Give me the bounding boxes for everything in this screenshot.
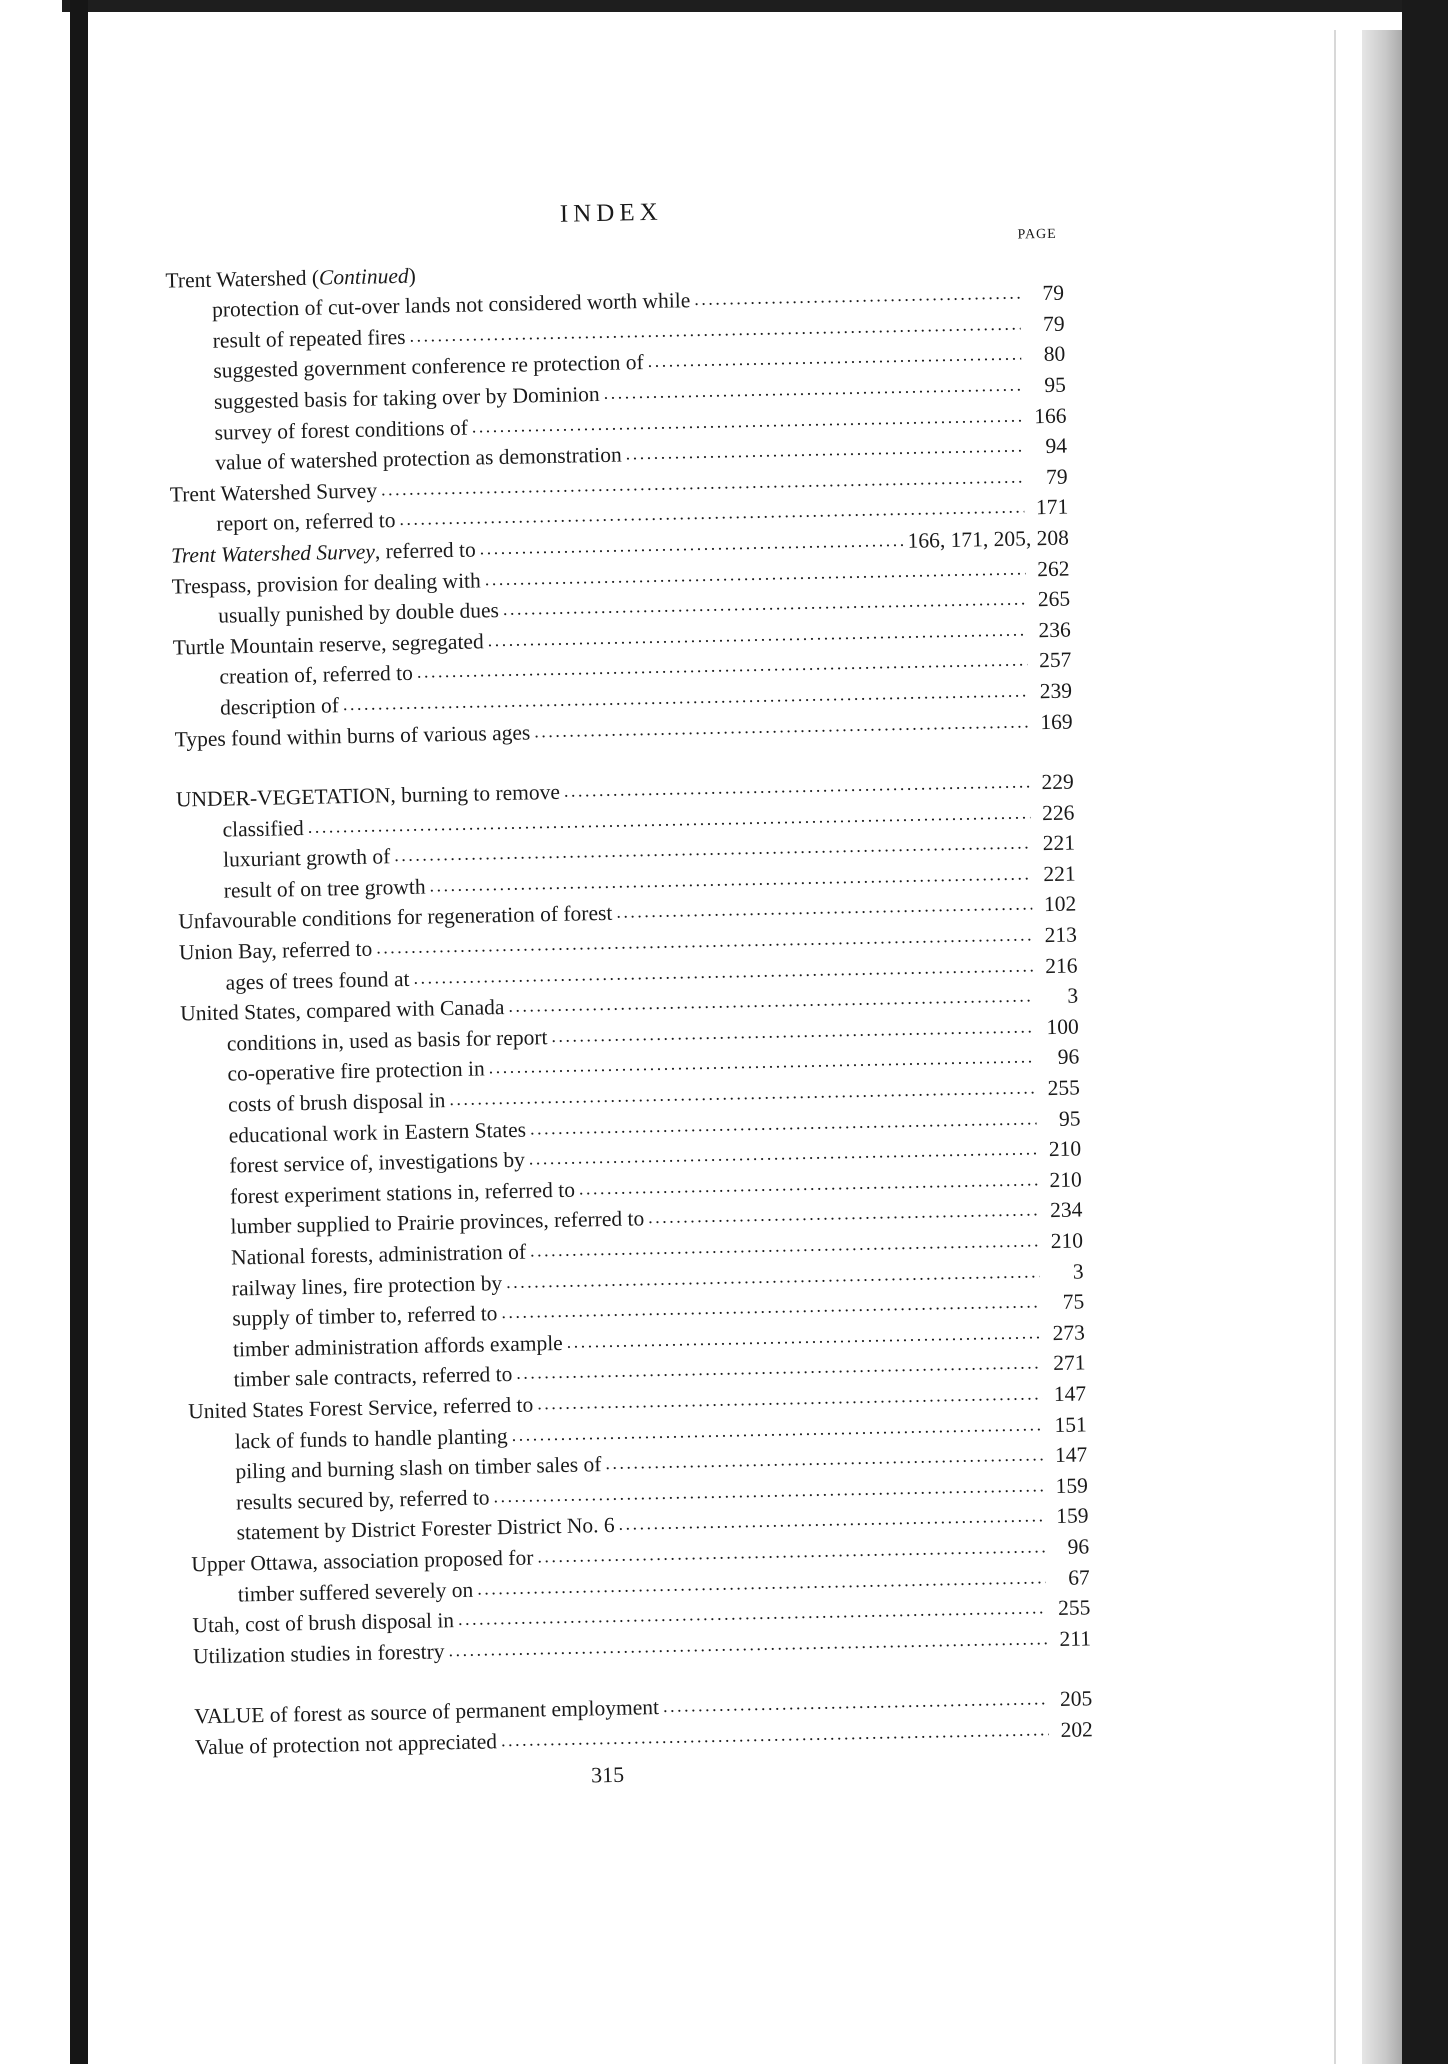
entry-page-ref: 79	[1045, 464, 1068, 489]
entry-page-ref: 67	[1067, 1564, 1090, 1590]
entry-main-text: lumber supplied to Prairie provinces, referred to	[230, 1206, 645, 1239]
entry-page-ref: 79	[1042, 311, 1065, 336]
entry-page-ref: 257	[1038, 647, 1072, 673]
entry-page-ref: 75	[1062, 1289, 1085, 1315]
entry-page-ref: 166, 171, 205, 208	[907, 525, 1070, 553]
entry-main-text: value of watershed protection as demonstration	[214, 442, 622, 475]
entry-page-ref: 202	[1060, 1717, 1094, 1742]
left-margin	[0, 0, 62, 2064]
entry-text	[214, 415, 468, 445]
entry-page-ref: 265	[1037, 586, 1071, 612]
entry-main-text: result of repeated fires	[212, 324, 406, 353]
entry-text	[238, 1577, 474, 1607]
entry-page-ref: 147	[1053, 1381, 1087, 1407]
leader-dots	[647, 345, 1021, 370]
page-title: INDEX	[559, 198, 663, 228]
entry-page-ref: 3	[1067, 983, 1079, 1008]
entry-page-ref: 151	[1054, 1411, 1087, 1437]
entry-main-text: luxuriant growth of	[222, 844, 391, 872]
leader-dots	[603, 375, 1022, 401]
entry-page-ref: 80	[1043, 341, 1066, 367]
entry-main-text: statement by District Forester District No. 6	[236, 1513, 615, 1545]
entry-main-text: , referred to	[374, 537, 476, 564]
entry-main-text: lack of funds to handle planting	[234, 1423, 508, 1454]
entry-page-ref: 95	[1044, 372, 1067, 398]
entry-text	[227, 1057, 485, 1087]
entry-main-text: Utilization studies in forestry	[192, 1639, 445, 1669]
entry-main-text: timber administration affords example	[232, 1330, 563, 1362]
page-edge-line	[1334, 30, 1336, 2064]
entry-page-ref: 205	[1059, 1686, 1093, 1712]
entry-text	[165, 263, 416, 293]
entry-main-text: Trespass, provision for dealing with	[171, 567, 481, 599]
page-column-label: PAGE	[1017, 226, 1057, 243]
entry-text	[170, 478, 378, 507]
entry-main-text: VALUE of forest as source of permanent employment	[194, 1695, 660, 1729]
entry-main-text: usually punished by double dues	[218, 598, 500, 628]
leader-dots	[579, 1170, 1038, 1197]
entry-main-text: Value of protection not appreciated	[194, 1729, 498, 1760]
entry-main-text: Union Bay, referred to	[178, 936, 373, 965]
entry-page-ref: 159	[1056, 1503, 1089, 1529]
right-scan-border	[1402, 0, 1448, 2064]
entry-main-text: piling and burning slash on timber sales of	[235, 1452, 602, 1484]
entry-page-ref: 100	[1046, 1014, 1079, 1039]
entry-main-text: supply of timber to, referred to	[232, 1301, 498, 1331]
index-page	[130, 191, 1094, 1797]
entry-page-ref: 147	[1054, 1442, 1088, 1468]
entry-main-text: conditions in, used as basis for report	[226, 1024, 548, 1056]
leader-dots	[694, 284, 1020, 309]
entry-text	[228, 1088, 446, 1117]
entry-italic-text: Trent Watershed Survey	[170, 539, 376, 568]
entry-page-ref: 271	[1052, 1350, 1086, 1376]
index-entries	[131, 245, 1093, 1761]
entry-text	[232, 1301, 498, 1331]
entry-text	[213, 325, 406, 354]
entry-main-text: timber sale contracts, referred to	[233, 1362, 513, 1392]
entry-main-text: protection of cut-over lands not considered worth while	[211, 288, 691, 322]
entry-text	[225, 967, 409, 996]
book-spine-shadow	[70, 0, 88, 2064]
entry-page-ref: 169	[1040, 709, 1073, 734]
entry-main-text: suggested government conference re protection of	[213, 350, 644, 384]
entry-main-text: survey of forest conditions of	[214, 415, 468, 445]
entry-page-ref: 96	[1067, 1534, 1090, 1559]
leader-dots	[480, 531, 904, 558]
entry-page-ref: 255	[1057, 1595, 1091, 1621]
entry-main-text: educational work in Eastern States	[228, 1117, 527, 1148]
entry-text	[219, 661, 413, 690]
entry-text	[192, 1608, 454, 1638]
entry-text	[220, 693, 339, 720]
entry-suffix-text: )	[408, 263, 417, 288]
entry-page-ref: 234	[1049, 1197, 1083, 1223]
entry-page-ref: 255	[1047, 1075, 1081, 1101]
entry-text	[193, 1639, 445, 1669]
entry-page-ref: 210	[1048, 1136, 1082, 1162]
entry-page-ref: 236	[1038, 617, 1071, 642]
entry-main-text: description of	[219, 693, 340, 720]
entry-main-text: creation of, referred to	[219, 661, 414, 689]
entry-main-text: report on, referred to	[216, 508, 396, 537]
leader-dots	[626, 437, 1024, 463]
entry-italic-text: Continued	[318, 263, 409, 290]
entry-page-ref: 210	[1050, 1228, 1084, 1254]
entry-main-text: Trent Watershed (	[165, 265, 320, 293]
entry-page-ref: 94	[1045, 433, 1068, 459]
entry-page-ref: 216	[1044, 953, 1078, 978]
entry-main-text: timber suffered severely on	[237, 1577, 474, 1606]
entry-page-ref: 229	[1041, 769, 1075, 795]
page-stack-edge	[1362, 30, 1402, 2064]
entry-page-ref: 273	[1052, 1320, 1086, 1345]
entry-page-ref: 159	[1055, 1473, 1089, 1498]
entry-text	[179, 937, 373, 966]
leader-dots	[564, 773, 1030, 800]
entry-main-text: Utah, cost of brush disposal in	[192, 1608, 455, 1638]
entry-page-ref: 211	[1059, 1626, 1092, 1651]
entry-page-ref: 226	[1041, 800, 1075, 825]
leader-dots	[567, 1323, 1041, 1351]
entry-main-text: National forests, administration of	[230, 1239, 527, 1270]
entry-text	[216, 508, 396, 537]
entry-page-ref: 96	[1057, 1044, 1080, 1070]
entry-page-ref: 102	[1043, 891, 1077, 917]
entry-text	[223, 845, 391, 873]
entry-main-text: results secured by, referred to	[235, 1485, 490, 1515]
entry-main-text: Upper Ottawa, association proposed for	[191, 1545, 534, 1577]
entry-main-text: Turtle Mountain reserve, segregated	[172, 629, 484, 660]
entry-main-text: forest experiment stations in, referred to	[229, 1177, 576, 1209]
entry-page-ref: 221	[1042, 830, 1076, 856]
entry-main-text: classified	[222, 815, 304, 842]
entry-page-ref: 171	[1035, 494, 1069, 520]
entry-page-ref: 166	[1033, 403, 1067, 428]
entry-main-text: UNDER-VEGETATION, burning to remove	[175, 779, 561, 812]
entry-main-text: United States Forest Service, referred to	[187, 1392, 534, 1424]
entry-main-text: railway lines, fire protection by	[231, 1270, 503, 1301]
top-page-edge	[0, 0, 1448, 12]
entry-text	[224, 874, 426, 903]
leader-dots	[605, 1445, 1043, 1472]
entry-main-text: costs of brush disposal in	[227, 1088, 446, 1117]
entry-page-ref: 3	[1072, 1259, 1084, 1284]
entry-text	[195, 1729, 498, 1760]
leader-dots	[648, 1201, 1039, 1227]
page-number: 315	[590, 1761, 625, 1788]
leader-dots	[618, 1507, 1044, 1534]
entry-text	[222, 816, 304, 843]
entry-page-ref: 262	[1036, 556, 1070, 581]
entry-main-text: result of on tree growth	[223, 874, 426, 903]
entry-page-ref: 79	[1042, 280, 1065, 306]
entry-main-text: Trent Watershed Survey	[169, 478, 378, 507]
entry-main-text: ages of trees found at	[225, 966, 410, 995]
leader-dots	[501, 1720, 1049, 1749]
entry-page-ref: 221	[1043, 861, 1076, 887]
entry-main-text: co-operative fire protection in	[227, 1056, 485, 1087]
entry-page-ref: 210	[1049, 1167, 1082, 1192]
entry-main-text: United States, compared with Canada	[180, 995, 505, 1026]
entry-text	[236, 1485, 490, 1515]
entry-main-text: Types found within burns of various ages	[174, 719, 531, 752]
leader-dots	[616, 895, 1032, 921]
leader-dots	[663, 1690, 1049, 1716]
entry-main-text: suggested basis for taking over by Dominion	[213, 381, 600, 414]
entry-page-ref: 239	[1039, 678, 1073, 704]
entry-page-ref: 95	[1058, 1106, 1081, 1131]
entry-main-text: forest service of, investigations by	[229, 1147, 526, 1178]
entry-main-text: Unfavourable conditions for regeneration of forest	[178, 901, 613, 934]
entry-page-ref: 213	[1044, 922, 1078, 948]
